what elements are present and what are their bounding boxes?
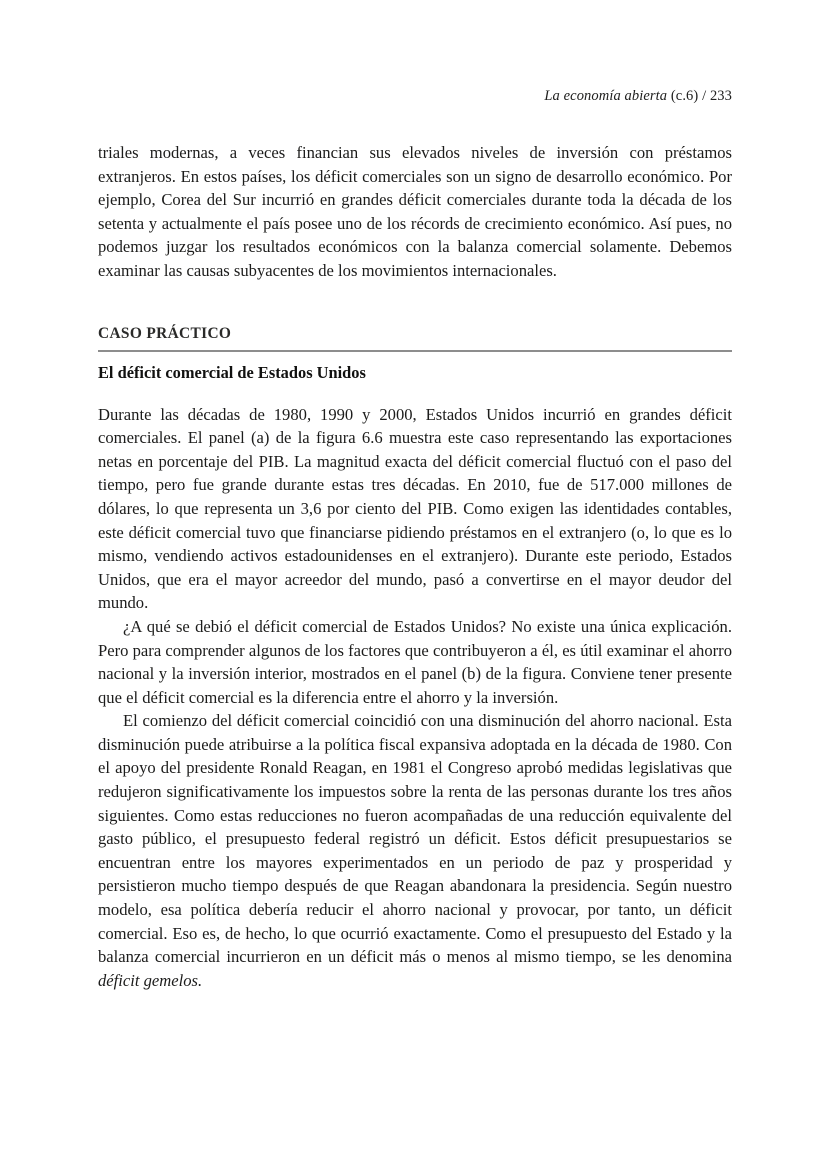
running-head-page-number: 233 [709,88,732,104]
running-head [98,88,732,105]
case-study-kicker: CASO PRÁCTICO [98,324,232,342]
case-paragraph-1: Durante las décadas de 1980, 1990 y 2000, Estados Unidos incurrió en grandes déficit comerciales. El panel (a) de la figura 6.6 muestra este caso representando las exportaciones netas en porcentaje del PIB. La magnitud exacta del déficit comercial fluctuó con el paso del tiempo, pero fue grande durante estas tres décadas. En 2010, fue de 517.000 millones de dólares, lo que representa un 3,6 por ciento del PIB. Como exigen las identidades contables, este déficit comercial tuvo que financiarse pidiendo préstamos en el extranjero (o, lo que es lo mismo, vendiendo activos estadounidenses en el extranjero). Durante este periodo, Estados Unidos, que era el mayor acreedor del mundo, pasó a convertirse en el mayor deudor del mundo. [98,404,732,613]
case-study-title: El déficit comercial de Estados Unidos [98,362,366,382]
case-study-block [98,324,732,993]
running-head-title: La economía abierta [544,88,668,104]
case-study-body [98,403,732,993]
case-study-rule [98,350,732,352]
text-column [98,141,732,992]
running-head-separator: / [702,88,707,104]
case-paragraph-3-text: El comienzo del déficit comercial coincidió con una disminución del ahorro nacional. Esta disminución puede atribuirse a la política fiscal expansiva adoptada en la década de 1980. Con el apoyo del presidente Ronald Reagan, en 1981 el Congreso aprobó medidas legislativas que redujeron significativamente los impuestos sobre la renta de las personas durante los tres años siguientes. Como estas reducciones no fueron acompañadas de una reducción equivalente del gasto público, el presupuesto federal registró un déficit. Estos déficit presupuestarios se encuentran entre los mayores experimentados en un periodo de paz y prosperidad y persistieron mucho tiempo después de que Reagan abandonara la presidencia. Según nuestro modelo, esa política debería reducir el ahorro nacional y provocar, por tanto, un déficit comercial. Eso es, de hecho, lo que ocurrió exactamente. Como el presupuesto del Estado y la balanza comercial incurrieron en un déficit más o menos al mismo tiempo, se les denomina [98,711,732,967]
running-head-chapter: (c.6) [670,88,699,104]
intro-paragraph: triales modernas, a veces financian sus elevados niveles de inversión con préstamos extranjeros. En estos países, los déficit comerciales son un signo de desarrollo económico. Por ejemplo, Corea del Sur incurrió en grandes déficit comerciales durante toda la década de los setenta y actualmente el país posee uno de los récords de crecimiento económico. Así pues, no podemos juzgar los resultados económicos con la balanza comercial solamente. Debemos examinar las causas subyacentes de los movimientos internacionales. [98,143,732,280]
twin-deficits-term: déficit gemelos. [98,970,203,990]
case-paragraph-3 [98,709,732,992]
case-paragraph-2: ¿A qué se debió el déficit comercial de Estados Unidos? No existe una única explicación. Pero para comprender algunos de los factores que contribuyeron a él, es útil examinar el ahorro nacional y la inversión interior, mostrados en el panel (b) de la figura. Conviene tener presente que el déficit comercial es la diferencia entre el ahorro y la inversión. [98,616,732,707]
